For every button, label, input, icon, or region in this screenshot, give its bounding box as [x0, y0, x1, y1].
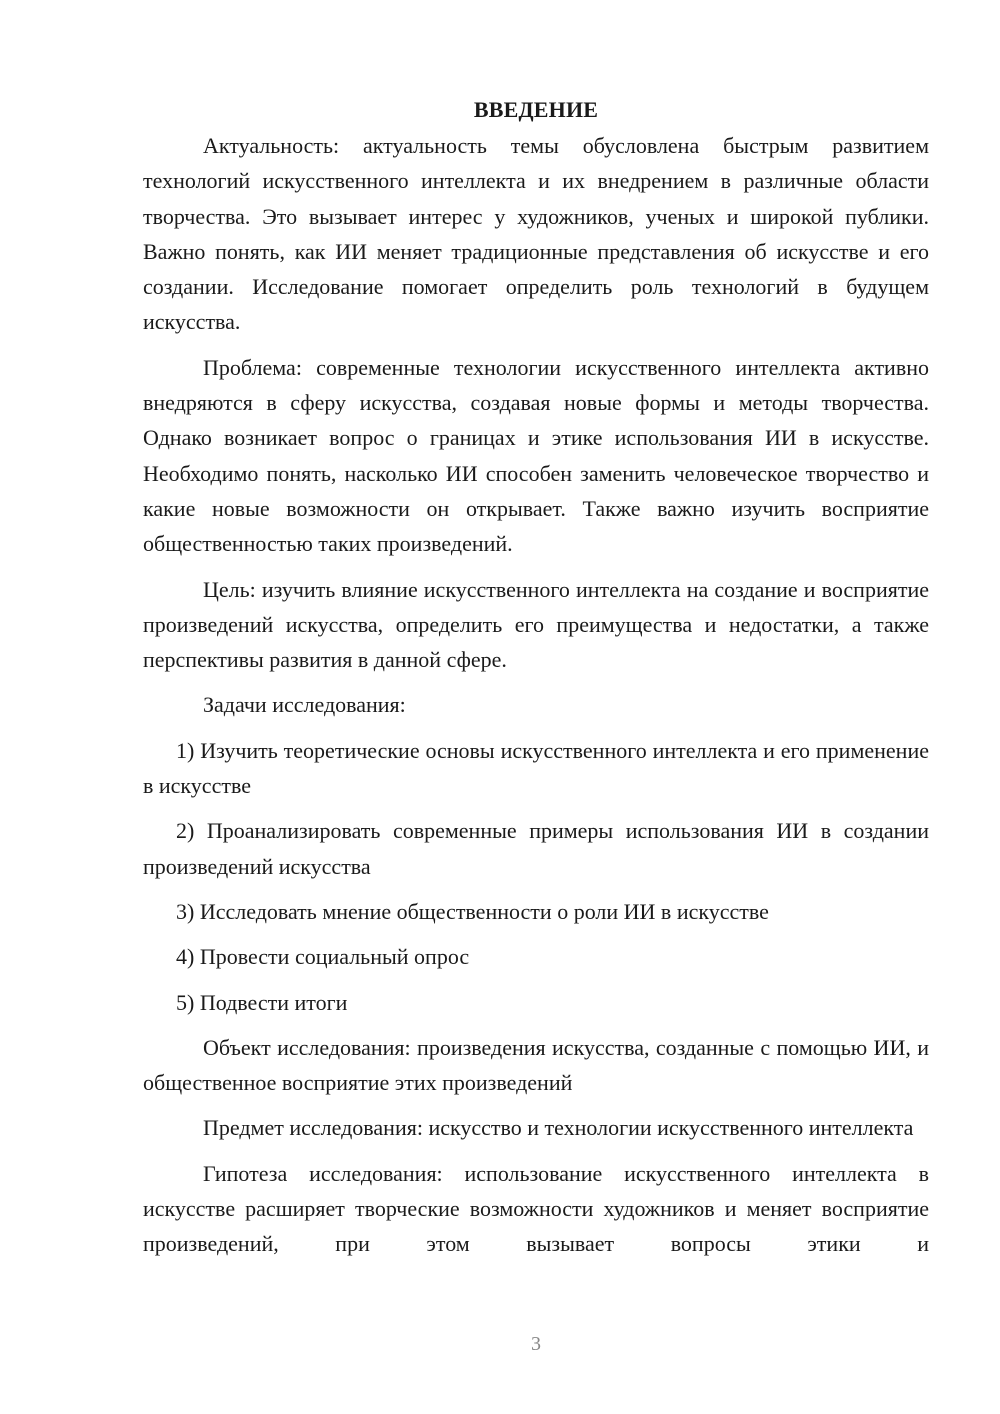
goal-paragraph: Цель: изучить влияние искусственного интеллекта на создание и восприятие произведений искусства, определить его преимущества и недостатки, а также перспективы развития в данной сфере. [143, 576, 929, 673]
document-page [143, 92, 929, 1272]
subject-paragraph: Предмет исследования: искусство и технологии искусственного интеллекта [203, 1115, 914, 1141]
task-item-4: 4) Провести социальный опрос [176, 944, 470, 970]
task-item-3: 3) Исследовать мнение общественности о роли ИИ в искусстве [176, 898, 769, 924]
task-item-1: 1) Изучить теоретические основы искусственного интеллекта и его применение в искусстве [143, 737, 929, 799]
task-item-5: 5) Подвести итоги [176, 989, 348, 1015]
relevance-paragraph: Актуальность: актуальность темы обусловлена быстрым развитием технологий искусственного интеллекта и их внедрением в различные области творчества. Это вызывает интерес у художников, ученых и широкой публики. Важно понять, как ИИ меняет традиционные представления об искусстве и его создании. Исследование помогает определить роль технологий в будущем искусства. [143, 133, 929, 335]
hypothesis-paragraph: Гипотеза исследования: использование искусственного интеллекта в искусстве расширяет творческие возможности художников и меняет восприятие произведений, при этом вызывает вопросы этики и [143, 1160, 929, 1257]
tasks-heading: Задачи исследования: [203, 692, 406, 718]
task-item-2: 2) Проанализировать современные примеры использования ИИ в создании произведений искусства [143, 818, 929, 879]
problem-paragraph: Проблема: современные технологии искусственного интеллекта активно внедряются в сферу искусства, создавая новые формы и методы творчества. Однако возникает вопрос о границах и этике использования ИИ в искусстве. Необходимо понять, насколько ИИ способен заменить человеческое творчество и какие новые возможности он открывает. Также важно изучить восприятие общественностью таких произведений. [143, 354, 929, 557]
section-title: ВВЕДЕНИЕ [473, 97, 599, 122]
page-number: 3 [531, 1333, 541, 1355]
object-paragraph: Объект исследования: произведения искусства, созданные с помощью ИИ, и общественное восприятие этих произведений [143, 1034, 929, 1096]
